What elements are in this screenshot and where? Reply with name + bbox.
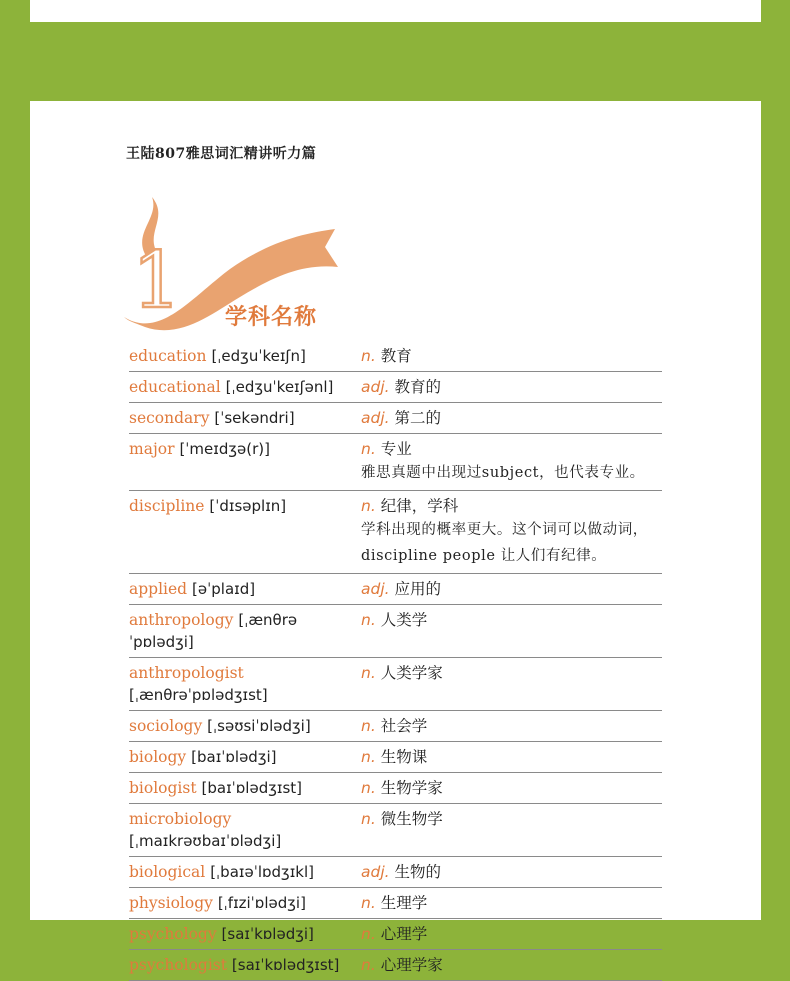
vocab-row (129, 773, 662, 804)
part-of-speech: n. (361, 611, 376, 629)
vocab-pronunciation: [ˈdɪsəplɪn] (209, 497, 287, 515)
vocab-pronunciation: [baɪˈɒlədʒi] (191, 748, 277, 766)
vocab-word: education (129, 347, 207, 365)
meaning: 专业 (375, 440, 412, 458)
vocab-row (129, 491, 662, 574)
vocab-term (129, 438, 361, 460)
meaning: 生物课 (375, 748, 428, 766)
vocab-term (129, 892, 361, 914)
vocab-term (129, 345, 361, 367)
vocab-pronunciation: [ˌedʒuˈkeɪʃn] (211, 347, 306, 365)
vocab-word: physiology (129, 894, 213, 912)
vocab-definition (361, 808, 662, 830)
part-of-speech: adj. (361, 580, 390, 598)
vocab-pronunciation: [ˈsekəndri] (214, 409, 295, 427)
vocab-pronunciation: [ˌfɪziˈɒlədʒi] (217, 894, 306, 912)
vocab-definition (361, 345, 662, 367)
vocab-word: major (129, 440, 175, 458)
part-of-speech: adj. (361, 863, 390, 881)
part-of-speech: n. (361, 497, 376, 515)
vocab-definition (361, 438, 662, 486)
vocab-row (129, 372, 662, 403)
vocab-word: psychology (129, 925, 217, 943)
part-of-speech: n. (361, 748, 376, 766)
vocab-term (129, 954, 361, 976)
vocab-word: discipline (129, 497, 205, 515)
vocab-definition (361, 609, 662, 631)
meaning: 心理学家 (375, 956, 443, 974)
vocab-word: biology (129, 748, 187, 766)
vocab-word: secondary (129, 409, 210, 427)
vocab-term (129, 376, 361, 398)
vocab-word: biologist (129, 779, 197, 797)
vocab-term (129, 777, 361, 799)
previous-page-edge (30, 0, 761, 22)
meaning: 生理学 (375, 894, 428, 912)
meaning: 第二的 (389, 409, 442, 427)
vocab-term (129, 578, 361, 600)
vocab-word: biological (129, 863, 206, 881)
vocab-pronunciation: [ˌænθrəˈpɒlədʒɪst] (129, 686, 268, 704)
vocab-definition (361, 746, 662, 768)
part-of-speech: n. (361, 440, 376, 458)
vocab-definition (361, 376, 662, 398)
vocab-term (129, 407, 361, 429)
vocab-term (129, 609, 361, 653)
vocabulary-list (129, 341, 662, 981)
part-of-speech: adj. (361, 409, 390, 427)
vocab-term (129, 495, 361, 517)
meaning: 心理学 (375, 925, 428, 943)
meaning: 纪律，学科 (375, 497, 459, 515)
vocab-word: psychologist (129, 956, 227, 974)
vocab-pronunciation: [ˌsəʊsiˈɒlədʒi] (207, 717, 311, 735)
vocab-definition (361, 861, 662, 883)
vocab-definition (361, 715, 662, 737)
part-of-speech: n. (361, 347, 376, 365)
vocab-definition (361, 777, 662, 799)
book-page (30, 101, 761, 974)
vocab-word: applied (129, 580, 188, 598)
meaning: 社会学 (375, 717, 428, 735)
vocab-definition (361, 407, 662, 429)
meaning: 微生物学 (375, 810, 443, 828)
vocab-term (129, 808, 361, 852)
vocab-row (129, 403, 662, 434)
vocab-definition (361, 662, 662, 684)
part-of-speech: n. (361, 717, 376, 735)
vocab-definition (361, 578, 662, 600)
running-title: 王陆807雅思词汇精讲听力篇 (126, 146, 317, 162)
vocab-pronunciation: [ˌænθrəˈpɒlədʒi] (129, 611, 298, 651)
vocab-definition (361, 892, 662, 914)
meaning: 应用的 (389, 580, 442, 598)
part-of-speech: n. (361, 894, 376, 912)
vocab-row (129, 434, 662, 491)
vocab-pronunciation: [ˌmaɪkrəʊbaɪˈɒlədʒi] (129, 832, 282, 850)
vocab-pronunciation: [ˈmeɪdʒə(r)] (179, 440, 270, 458)
meaning: 教育的 (389, 378, 442, 396)
vocab-definition (361, 495, 662, 569)
vocab-term (129, 923, 361, 945)
section-title: 学科名称 (225, 305, 318, 330)
vocab-row (129, 919, 662, 950)
part-of-speech: adj. (361, 378, 390, 396)
usage-note: 雅思真题中出现过subject，也代表专业。 (361, 465, 645, 481)
vocab-term (129, 746, 361, 768)
vocab-word: microbiology (129, 810, 232, 828)
part-of-speech: n. (361, 956, 376, 974)
vocab-pronunciation: [saɪˈkɒlədʒɪst] (231, 956, 340, 974)
vocab-row (129, 341, 662, 372)
vocab-word: sociology (129, 717, 203, 735)
vocab-row (129, 605, 662, 658)
vocab-row (129, 742, 662, 773)
part-of-speech: n. (361, 925, 376, 943)
meaning: 教育 (375, 347, 412, 365)
usage-note: 学科出现的概率更大。这个词可以做动词，discipline people 让人们有纪律。 (361, 522, 648, 564)
meaning: 生物的 (389, 863, 442, 881)
part-of-speech: n. (361, 664, 376, 682)
vocab-pronunciation: [ˌbaɪəˈlɒdʒɪkl] (210, 863, 314, 881)
section-number: 1 (132, 236, 182, 326)
vocab-pronunciation: [əˈplaɪd] (192, 580, 256, 598)
meaning: 人类学 (375, 611, 428, 629)
vocab-row (129, 574, 662, 605)
vocab-term (129, 715, 361, 737)
vocab-row (129, 888, 662, 919)
meaning: 生物学家 (375, 779, 443, 797)
vocab-row (129, 658, 662, 711)
vocab-word: anthropologist (129, 664, 244, 682)
vocab-word: anthropology (129, 611, 234, 629)
vocab-pronunciation: [saɪˈkɒlədʒi] (221, 925, 314, 943)
meaning: 人类学家 (375, 664, 443, 682)
vocab-term (129, 662, 361, 706)
part-of-speech: n. (361, 779, 376, 797)
vocab-row (129, 711, 662, 742)
vocab-definition (361, 923, 662, 945)
vocab-row (129, 857, 662, 888)
vocab-pronunciation: [baɪˈɒlədʒɪst] (201, 779, 303, 797)
vocab-definition (361, 954, 662, 976)
vocab-row (129, 950, 662, 981)
vocab-term (129, 861, 361, 883)
vocab-pronunciation: [ˌedʒuˈkeɪʃənl] (225, 378, 334, 396)
vocab-row (129, 804, 662, 857)
part-of-speech: n. (361, 810, 376, 828)
vocab-word: educational (129, 378, 221, 396)
